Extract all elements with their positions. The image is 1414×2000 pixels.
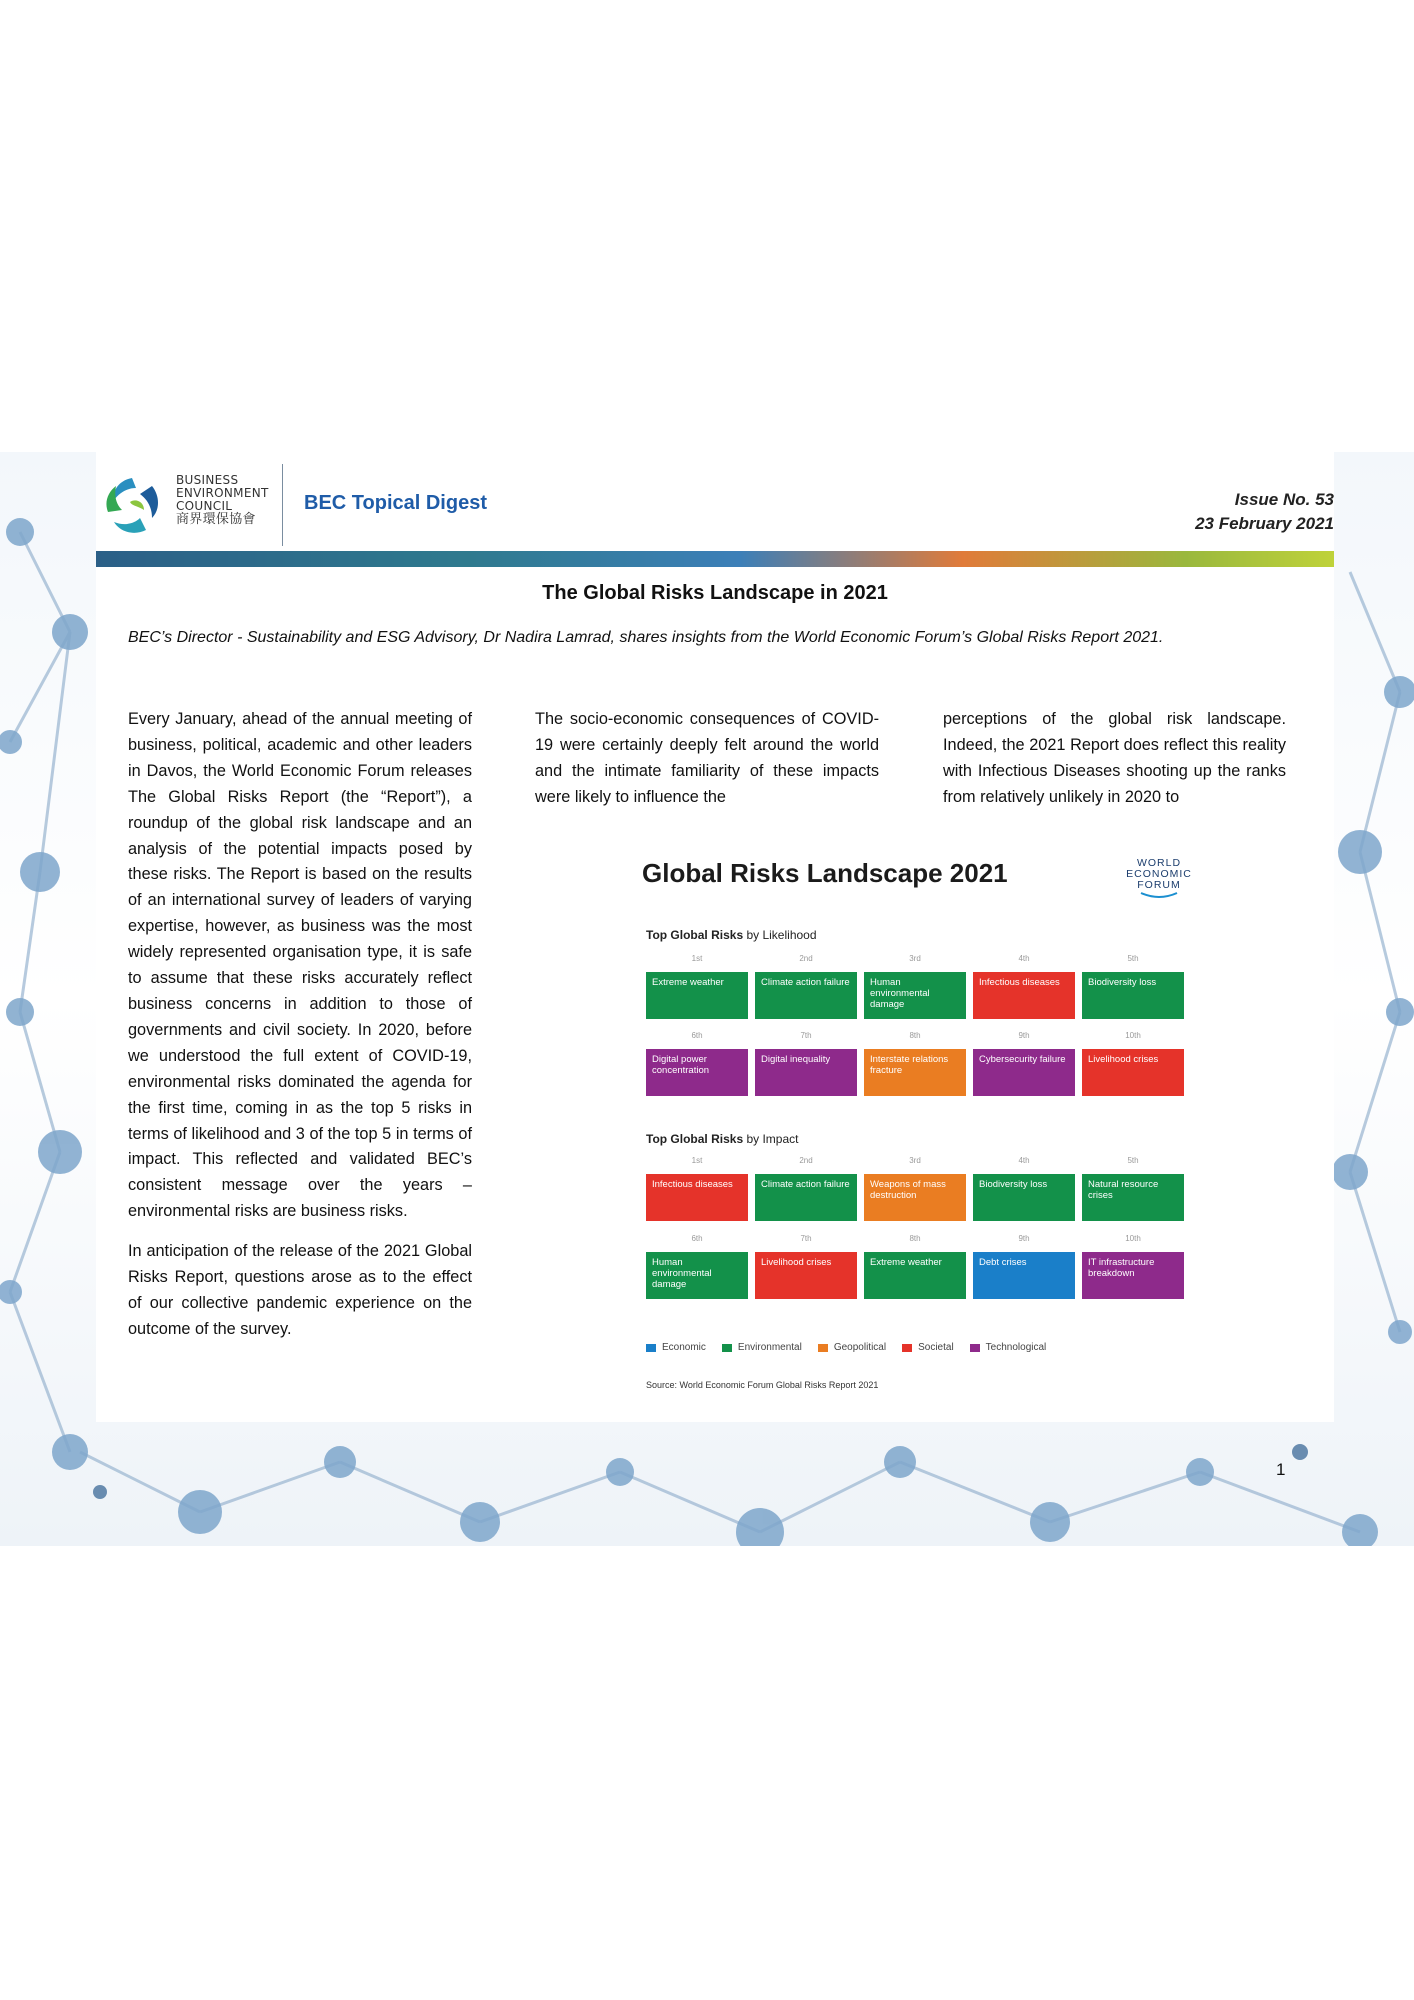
paragraph: The socio-economic consequences of COVID-19 were certainly deeply felt around the world and the intimate familiarity of these impacts were likely to influence the <box>535 710 879 806</box>
risk-rank: 4th <box>1018 954 1030 963</box>
risk-tile: Digital power concentration <box>646 1049 748 1096</box>
risk-tile: Digital inequality <box>755 1049 857 1096</box>
risk-rank: 5th <box>1127 954 1139 963</box>
legend-item <box>818 1342 886 1353</box>
risk-tile: Cybersecurity failure <box>973 1049 1075 1096</box>
issue-date: 23 February 2021 <box>1195 514 1334 533</box>
legend-label: Environmental <box>737 1342 802 1353</box>
risk-rank: 1st <box>691 1156 703 1165</box>
risk-rank: 9th <box>1018 1234 1030 1243</box>
risk-tile: Biodiversity loss <box>973 1174 1075 1221</box>
wef-logo-line: ECONOMIC <box>1126 868 1192 880</box>
risk-rank: 5th <box>1127 1156 1139 1165</box>
likelihood-heading-bold: Top Global Risks <box>646 928 744 942</box>
risk-tile: IT infrastructure breakdown <box>1082 1252 1184 1299</box>
legend-label: Societal <box>918 1342 954 1353</box>
risk-tile: Weapons of mass destruction <box>864 1174 966 1221</box>
impact-heading <box>646 1132 798 1146</box>
infographic-title: Global Risks Landscape 2021 <box>642 858 1008 888</box>
impact-heading-rest: by Impact <box>743 1132 799 1146</box>
risk-tile: Biodiversity loss <box>1082 972 1184 1019</box>
risk-rank: 10th <box>1125 1031 1141 1040</box>
wef-swoosh-icon <box>1139 891 1179 899</box>
page-header <box>96 462 1334 552</box>
risk-rank: 1st <box>691 954 703 963</box>
org-name-line: ENVIRONMENT <box>176 486 269 500</box>
legend-swatch <box>970 1344 980 1352</box>
risk-rank: 2nd <box>799 1156 813 1165</box>
risk-rank: 8th <box>909 1234 921 1243</box>
paragraph: In anticipation of the release of the 2021 Global Risks Report, questions arose as to the effect of our collective pandemic experience on the outcome of the survey. <box>128 1242 472 1338</box>
infographic-source: Source: World Economic Forum Global Risks Report 2021 <box>646 1380 879 1390</box>
risk-tile: Climate action failure <box>755 972 857 1019</box>
category-legend <box>646 1342 1046 1353</box>
impact-heading-bold: Top Global Risks <box>646 1132 744 1146</box>
wef-logo <box>1124 858 1194 899</box>
risk-rank: 3rd <box>909 1156 921 1165</box>
likelihood-heading-rest: by Likelihood <box>743 928 817 942</box>
paragraph: Every January, ahead of the annual meeting of business, political, academic and other leaders in Davos, the World Economic Forum releases The Global Risks Report (the “Report”), a roundup of the global risk landscape and an analysis of the potential impacts posed by these risks. The Report is based on the results of an international survey of leaders of varying expertise, however, as business was the most widely represented organisation type, it is safe to assume that these risks accurately reflect business concerns in addition to those of governments and civil society. In 2020, before we understood the full extent of COVID-19, environmental risks dominated the agenda for the first time, coming in as the top 5 risks in terms of likelihood and 3 of the top 5 in terms of impact. This reflected and validated BEC’s consistent message over the years – environmental risks are business risks. <box>128 710 472 1221</box>
digest-title: BEC Topical Digest <box>304 492 487 514</box>
legend-item <box>902 1342 954 1353</box>
bec-logo <box>102 472 164 540</box>
text-column-2 <box>535 707 879 825</box>
text-column-1 <box>128 707 472 1357</box>
article-title: The Global Risks Landscape in 2021 <box>542 582 888 604</box>
risk-tile: Debt crises <box>973 1252 1075 1299</box>
risk-rank: 7th <box>800 1234 812 1243</box>
risk-rank: 8th <box>909 1031 921 1040</box>
risk-rank: 6th <box>691 1031 703 1040</box>
global-risks-infographic <box>640 850 1200 1395</box>
legend-swatch <box>722 1344 732 1352</box>
legend-item <box>722 1342 802 1353</box>
risk-rank: 2nd <box>799 954 813 963</box>
risk-tile: Livelihood crises <box>755 1252 857 1299</box>
risk-rank: 3rd <box>909 954 921 963</box>
org-name-line: COUNCIL <box>176 499 233 513</box>
org-name <box>176 474 269 526</box>
risk-tile: Human environmental damage <box>864 972 966 1019</box>
legend-label: Technological <box>985 1342 1047 1353</box>
likelihood-heading <box>646 928 817 942</box>
wef-logo-line: WORLD <box>1136 857 1182 869</box>
risk-tile: Human environmental damage <box>646 1252 748 1299</box>
risk-tile: Livelihood crises <box>1082 1049 1184 1096</box>
legend-swatch <box>646 1344 656 1352</box>
legend-item <box>646 1342 706 1353</box>
wef-logo-line: FORUM <box>1137 879 1181 891</box>
risk-tile: Infectious diseases <box>973 972 1075 1019</box>
article-subtitle: BEC’s Director - Sustainability and ESG Advisory, Dr Nadira Lamrad, shares insights from the World Economic Forum’s Global Risks Report 2021. <box>128 629 1164 646</box>
risk-rank: 7th <box>800 1031 812 1040</box>
risk-tile: Infectious diseases <box>646 1174 748 1221</box>
risk-rank: 10th <box>1125 1234 1141 1243</box>
page-number: 1 <box>1276 1460 1286 1479</box>
legend-label: Geopolitical <box>833 1342 887 1353</box>
header-divider <box>282 464 283 546</box>
risk-tile: Extreme weather <box>864 1252 966 1299</box>
issue-number: Issue No. 53 <box>1234 490 1334 509</box>
org-name-chinese: 商界環保協會 <box>176 512 256 527</box>
risk-rank: 6th <box>691 1234 703 1243</box>
header-color-bar <box>96 551 1334 567</box>
legend-item <box>970 1342 1047 1353</box>
risk-rank: 4th <box>1018 1156 1030 1165</box>
paragraph: perceptions of the global risk landscape. Indeed, the 2021 Report does reflect this reality with Infectious Diseases shooting up the ranks from relatively unlikely in 2020 to <box>943 710 1286 806</box>
legend-swatch <box>902 1344 912 1352</box>
risk-tile: Interstate relations fracture <box>864 1049 966 1096</box>
risk-rank: 9th <box>1018 1031 1030 1040</box>
org-name-line: BUSINESS <box>176 473 239 487</box>
risk-tile: Extreme weather <box>646 972 748 1019</box>
risk-tile: Natural resource crises <box>1082 1174 1184 1221</box>
issue-block <box>1195 488 1334 536</box>
legend-swatch <box>818 1344 828 1352</box>
legend-label: Economic <box>662 1342 706 1353</box>
risk-tile: Climate action failure <box>755 1174 857 1221</box>
text-column-3 <box>943 707 1286 825</box>
